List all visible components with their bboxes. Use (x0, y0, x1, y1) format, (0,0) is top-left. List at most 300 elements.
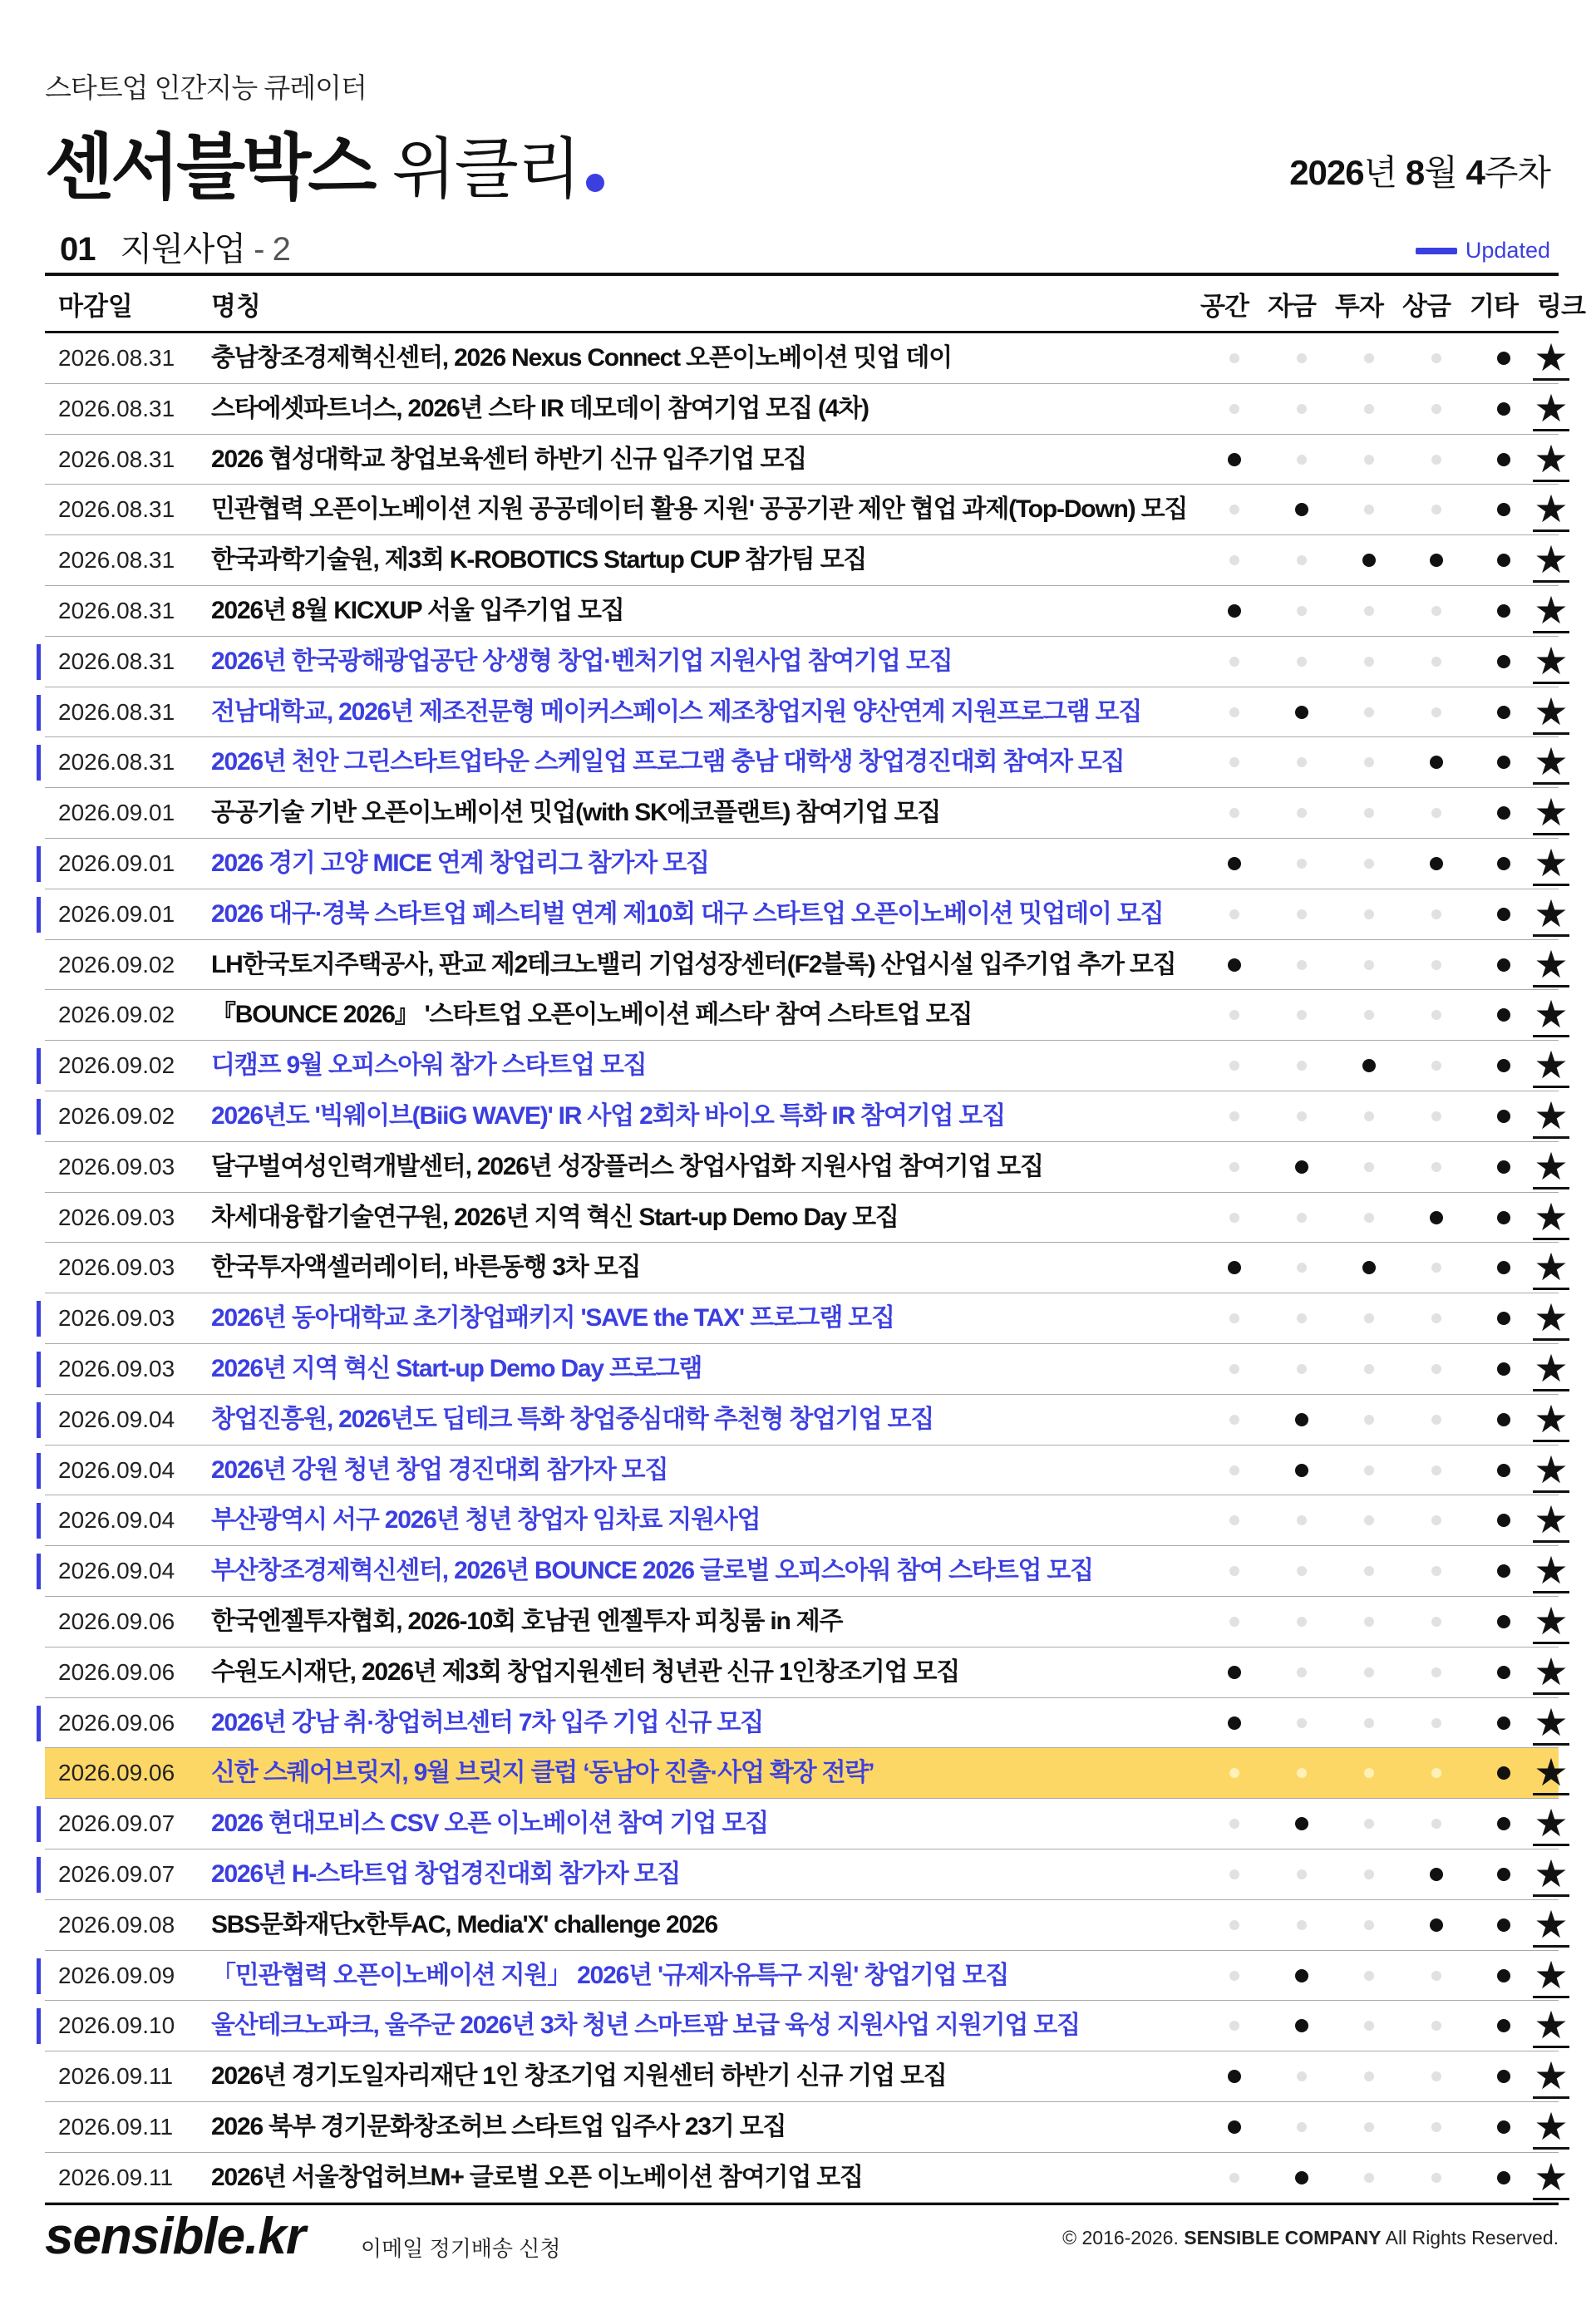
brand-sub-title: 위클리 (392, 132, 580, 206)
updated-marker (37, 846, 41, 882)
investment-indicator-dot (1364, 1162, 1374, 1172)
star-icon[interactable]: ★ (1534, 336, 1569, 379)
table-row[interactable] (45, 535, 1569, 586)
row-program-name[interactable]: 달구벌여성인력개발센터, 2026년 성장플러스 창업사업화 지원사업 참여기업 모집 (211, 1152, 1043, 1180)
funding-indicator-dot (1297, 859, 1307, 869)
prize-indicator-dot (1431, 1263, 1441, 1273)
table-row[interactable] (45, 637, 1569, 687)
star-icon[interactable]: ★ (1534, 1498, 1569, 1542)
funding-indicator-dot (1297, 1617, 1307, 1627)
row-program-name[interactable]: 충남창조경제혁신센터, 2026 Nexus Connect 오픈이노베이션 밋업 데이 (211, 344, 952, 372)
updated-marker (37, 1048, 41, 1084)
space-indicator-dot (1229, 1971, 1239, 1981)
row-deadline: 2026.09.10 (58, 2012, 175, 2039)
table-row[interactable] (45, 1446, 1569, 1496)
investment-indicator-dot (1364, 960, 1374, 970)
star-icon[interactable]: ★ (1534, 638, 1569, 682)
row-deadline: 2026.09.02 (58, 1002, 175, 1028)
row-program-name[interactable]: 공공기술 기반 오픈이노베이션 밋업(with SK에코플랜트) 참여기업 모집 (211, 799, 941, 827)
row-program-name[interactable]: 2026년 서울창업허브M+ 글로벌 오픈 이노베이션 참여기업 모집 (211, 2163, 863, 2191)
row-deadline: 2026.08.31 (58, 345, 175, 371)
table-row[interactable] (45, 687, 1569, 738)
funding-indicator-dot (1297, 657, 1307, 667)
updated-marker (37, 1706, 41, 1741)
table-row[interactable] (45, 737, 1569, 788)
etc-indicator-dot (1497, 1969, 1510, 1982)
updated-marker (37, 1806, 41, 1842)
row-program-name[interactable]: 디캠프 9월 오피스아워 참가 스타트업 모집 (211, 1052, 647, 1080)
copyright-prefix: © 2016-2026. (1062, 2227, 1185, 2248)
funding-indicator-dot (1297, 960, 1307, 970)
row-program-name[interactable]: 2026년 경기도일자리재단 1인 창조기업 지원센터 하반기 신규 기업 모집 (211, 2062, 947, 2091)
prize-indicator-dot (1431, 2173, 1441, 2183)
table-row[interactable] (45, 1799, 1569, 1849)
row-program-name[interactable]: 한국투자액셀러레이터, 바른동행 3차 모집 (211, 1253, 641, 1282)
space-indicator-dot (1229, 1111, 1239, 1121)
table-row[interactable] (45, 586, 1569, 637)
space-indicator-dot (1229, 757, 1239, 767)
etc-indicator-dot (1497, 1464, 1510, 1477)
row-deadline: 2026.08.31 (58, 547, 175, 574)
prize-indicator-dot (1431, 1667, 1441, 1677)
row-program-name[interactable]: 한국과학기술원, 제3회 K-ROBOTICS Startup CUP 참가팀 모집 (211, 546, 867, 574)
row-program-name[interactable]: 2026년 H-스타트업 창업경진대회 참가자 모집 (211, 1859, 681, 1888)
footer-logo[interactable]: sensible.kr (45, 2208, 305, 2265)
investment-indicator-dot (1364, 1465, 1374, 1475)
etc-indicator-dot (1497, 908, 1510, 921)
funding-indicator-dot (1295, 1817, 1308, 1830)
section-name: 지원사업 (120, 231, 246, 268)
investment-indicator-dot (1364, 1667, 1374, 1677)
etc-indicator-dot (1497, 706, 1510, 719)
etc-indicator-dot (1497, 1413, 1510, 1426)
row-program-name[interactable]: LH한국토지주택공사, 판교 제2테크노밸리 기업성장센터(F2블록) 산업시설 입주기업 추가 모집 (211, 950, 1176, 978)
table-row[interactable] (45, 1041, 1569, 1091)
table-row[interactable] (45, 1091, 1569, 1142)
star-icon[interactable]: ★ (1534, 689, 1569, 733)
row-deadline: 2026.08.31 (58, 496, 175, 523)
table-row[interactable] (45, 1698, 1569, 1749)
table-row[interactable] (45, 1243, 1569, 1293)
space-indicator-dot (1228, 604, 1241, 618)
prize-indicator-dot (1431, 505, 1441, 515)
etc-indicator-dot (1497, 1312, 1510, 1325)
row-deadline: 2026.09.04 (58, 1406, 175, 1432)
table-row[interactable] (45, 1142, 1569, 1193)
row-deadline: 2026.09.04 (58, 1456, 175, 1483)
row-program-name[interactable]: 한국엔젤투자협회, 2026-10회 호남권 엔젤투자 피칭룸 in 제주 (211, 1607, 843, 1635)
star-icon[interactable]: ★ (1534, 588, 1569, 632)
row-program-name[interactable]: SBS문화재단x한투AC, Media'X' challenge 2026 (211, 1910, 717, 1938)
space-indicator-dot (1228, 453, 1241, 466)
space-indicator-dot (1229, 1313, 1239, 1323)
investment-indicator-dot (1364, 1364, 1374, 1374)
investment-indicator-dot (1364, 2071, 1374, 2081)
row-deadline: 2026.09.03 (58, 1254, 175, 1281)
prize-indicator-dot (1430, 1918, 1443, 1932)
etc-indicator-dot (1497, 1160, 1510, 1174)
row-program-name[interactable]: 2026 현대모비스 CSV 오픈 이노베이션 참여 기업 모집 (211, 1810, 769, 1838)
row-program-name[interactable]: 『BOUNCE 2026』 '스타트업 오픈이노베이션 페스타' 참여 스타트업 모집 (211, 1001, 973, 1029)
row-program-name[interactable]: 2026년 한국광해광업공단 상생형 창업·벤처기업 지원사업 참여기업 모집 (211, 647, 953, 675)
prize-indicator-dot (1431, 404, 1441, 414)
table-row[interactable] (45, 1647, 1569, 1698)
row-program-name[interactable]: 울산테크노파크, 울주군 2026년 3차 청년 스마트팜 보급 육성 지원사업 지원기업 모집 (211, 2012, 1080, 2040)
investment-indicator-dot (1364, 353, 1374, 363)
prize-indicator-dot (1431, 1566, 1441, 1576)
funding-indicator-dot (1297, 1920, 1307, 1930)
investment-indicator-dot (1362, 1261, 1376, 1274)
row-program-name[interactable]: 민관협력 오픈이노베이션 지원 공공데이터 활용 지원' 공공기관 제안 협업 과제(Top-Down) 모집 (211, 495, 1188, 524)
investment-indicator-dot (1364, 1313, 1374, 1323)
star-icon[interactable]: ★ (1534, 1346, 1569, 1390)
table-body (45, 333, 1569, 2203)
prize-indicator-dot (1431, 909, 1441, 919)
investment-indicator-dot (1364, 1920, 1374, 1930)
investment-indicator-dot (1364, 1010, 1374, 1020)
subscribe-link[interactable]: 이메일 정기배송 신청 (361, 2236, 561, 2261)
space-indicator-dot (1229, 2021, 1239, 2031)
row-deadline: 2026.09.11 (58, 2164, 174, 2190)
etc-indicator-dot (1497, 1666, 1510, 1679)
row-deadline: 2026.09.11 (58, 2113, 174, 2140)
week-label (1289, 145, 1550, 195)
row-program-name[interactable]: 창업진흥원, 2026년도 딥테크 특화 창업중심대학 추천형 창업기업 모집 (211, 1405, 934, 1433)
investment-indicator-dot (1364, 1869, 1374, 1879)
funding-indicator-dot (1297, 1263, 1307, 1273)
prize-indicator-dot (1431, 657, 1441, 667)
etc-indicator-dot (1497, 402, 1510, 416)
star-icon[interactable]: ★ (1534, 2003, 1569, 2047)
prize-indicator-dot (1431, 1415, 1441, 1425)
updated-marker (37, 1453, 41, 1489)
row-deadline: 2026.08.31 (58, 395, 175, 421)
etc-indicator-dot (1497, 655, 1510, 668)
row-program-name[interactable]: 부산광역시 서구 2026년 청년 창업자 임차료 지원사업 (211, 1506, 761, 1534)
header-prize: 상금 (1402, 291, 1451, 321)
week-number: 4 (1465, 153, 1485, 192)
table-row[interactable] (45, 1546, 1569, 1597)
space-indicator-dot (1228, 1716, 1241, 1730)
row-program-name[interactable]: 2026년 천안 그린스타트업타운 스케일업 프로그램 충남 대학생 창업경진대회 참여자 모집 (211, 748, 1125, 776)
star-icon[interactable]: ★ (1534, 1801, 1569, 1845)
program-table (45, 273, 1585, 2203)
investment-indicator-dot (1364, 505, 1374, 515)
star-icon[interactable]: ★ (1534, 2104, 1569, 2148)
space-indicator-dot (1229, 707, 1239, 717)
funding-indicator-dot (1297, 2071, 1307, 2081)
table-row[interactable] (45, 990, 1569, 1041)
row-program-name[interactable]: 2026년 강원 청년 창업 경진대회 참가자 모집 (211, 1455, 668, 1484)
star-icon[interactable]: ★ (1534, 2054, 1569, 2098)
star-icon[interactable]: ★ (1534, 1700, 1569, 1744)
row-deadline: 2026.09.02 (58, 1102, 175, 1129)
row-deadline: 2026.08.31 (58, 648, 175, 674)
row-program-name[interactable]: 「민관협력 오픈이노베이션 지원」 2026년 '규제자유특구 지원' 창업기업 모집 (211, 1961, 1009, 1989)
updated-marker (37, 745, 41, 781)
table-row[interactable] (45, 333, 1569, 384)
row-deadline: 2026.08.31 (58, 597, 175, 623)
investment-indicator-dot (1364, 2122, 1374, 2132)
investment-indicator-dot (1364, 1971, 1374, 1981)
space-indicator-dot (1229, 1465, 1239, 1475)
star-icon[interactable]: ★ (1534, 538, 1569, 582)
investment-indicator-dot (1364, 404, 1374, 414)
prize-indicator-dot (1431, 1111, 1441, 1121)
star-icon[interactable]: ★ (1534, 1902, 1569, 1946)
investment-indicator-dot (1364, 1718, 1374, 1728)
prize-indicator-dot (1431, 1010, 1441, 1020)
prize-indicator-dot (1431, 1061, 1441, 1071)
investment-indicator-dot (1364, 909, 1374, 919)
table-row[interactable] (45, 788, 1569, 839)
etc-indicator-dot (1497, 2120, 1510, 2134)
table-row[interactable] (45, 1748, 1569, 1799)
star-icon[interactable]: ★ (1534, 840, 1569, 884)
table-row[interactable] (45, 1900, 1569, 1951)
space-indicator-dot (1229, 909, 1239, 919)
etc-indicator-dot (1497, 352, 1510, 365)
row-deadline: 2026.09.01 (58, 900, 175, 927)
updated-marker (37, 1503, 41, 1539)
etc-indicator-dot (1497, 1615, 1510, 1628)
section-number: 01 (60, 231, 96, 268)
etc-indicator-dot (1497, 1008, 1510, 1022)
space-indicator-dot (1228, 1666, 1241, 1679)
row-program-name[interactable]: 2026년 지역 혁신 Start-up Demo Day 프로그램 (211, 1354, 702, 1382)
etc-indicator-dot (1497, 1564, 1510, 1578)
space-indicator-dot (1229, 1213, 1239, 1223)
table-row[interactable] (45, 1597, 1569, 1647)
row-deadline: 2026.08.31 (58, 446, 175, 472)
space-indicator-dot (1229, 1061, 1239, 1071)
star-icon[interactable]: ★ (1534, 1043, 1569, 1087)
star-icon[interactable]: ★ (1534, 386, 1569, 430)
week-suffix: 주차 (1484, 153, 1550, 192)
investment-indicator-dot (1364, 1415, 1374, 1425)
funding-indicator-dot (1295, 2019, 1308, 2032)
header-name: 명칭 (211, 291, 261, 321)
etc-indicator-dot (1497, 554, 1510, 567)
funding-indicator-dot (1297, 1869, 1307, 1879)
star-icon[interactable]: ★ (1534, 1296, 1569, 1340)
star-icon[interactable]: ★ (1534, 436, 1569, 480)
header-investment: 투자 (1335, 291, 1383, 321)
table-row[interactable] (45, 839, 1569, 889)
investment-indicator-dot (1364, 707, 1374, 717)
row-deadline: 2026.09.03 (58, 1153, 175, 1180)
table-row[interactable] (45, 485, 1569, 535)
row-deadline: 2026.09.02 (58, 1052, 175, 1079)
etc-indicator-dot (1497, 1868, 1510, 1881)
header-funding: 자금 (1268, 291, 1316, 321)
table-row[interactable] (45, 1344, 1569, 1395)
row-program-name[interactable]: 2026 북부 경기문화창조허브 스타트업 입주사 23기 모집 (211, 2112, 786, 2140)
prize-indicator-dot (1431, 2021, 1441, 2031)
funding-indicator-dot (1297, 1667, 1307, 1677)
investment-indicator-dot (1364, 1617, 1374, 1627)
space-indicator-dot (1229, 1566, 1239, 1576)
row-program-name[interactable]: 2026년 동아대학교 초기창업패키지 'SAVE the TAX' 프로그램 모집 (211, 1304, 894, 1332)
table-row[interactable] (45, 384, 1569, 435)
star-icon[interactable]: ★ (1534, 1751, 1569, 1795)
star-icon[interactable]: ★ (1534, 1649, 1569, 1693)
header-link: 링크 (1537, 291, 1585, 321)
table-header (45, 273, 1585, 333)
row-program-name[interactable]: 부산창조경제혁신센터, 2026년 BOUNCE 2026 글로벌 오피스아워 참여 스타트업 모집 (211, 1557, 1093, 1585)
star-icon[interactable]: ★ (1534, 740, 1569, 784)
funding-indicator-dot (1295, 2171, 1308, 2184)
row-program-name[interactable]: 수원도시재단, 2026년 제3회 창업지원센터 청년관 신규 1인창조기업 모집 (211, 1657, 960, 1686)
funding-indicator-dot (1297, 353, 1307, 363)
funding-indicator-dot (1297, 1313, 1307, 1323)
investment-indicator-dot (1364, 2021, 1374, 2031)
header (45, 66, 367, 106)
table-row[interactable] (45, 1395, 1569, 1446)
star-icon[interactable]: ★ (1534, 992, 1569, 1037)
etc-indicator-dot (1497, 806, 1510, 820)
etc-indicator-dot (1497, 503, 1510, 516)
etc-indicator-dot (1497, 2019, 1510, 2032)
etc-indicator-dot (1497, 1766, 1510, 1780)
investment-indicator-dot (1364, 606, 1374, 616)
table-row[interactable] (45, 2153, 1569, 2204)
funding-indicator-dot (1297, 555, 1307, 565)
prize-indicator-dot (1431, 707, 1441, 717)
etc-indicator-dot (1497, 453, 1510, 466)
space-indicator-dot (1229, 1869, 1239, 1879)
investment-indicator-dot (1364, 1566, 1374, 1576)
star-icon[interactable]: ★ (1534, 1194, 1569, 1239)
table-row[interactable] (45, 1293, 1569, 1344)
funding-indicator-dot (1297, 1213, 1307, 1223)
row-deadline: 2026.09.04 (58, 1558, 175, 1584)
etc-indicator-dot (1497, 1817, 1510, 1830)
space-indicator-dot (1229, 505, 1239, 515)
row-program-name[interactable]: 차세대융합기술연구원, 2026년 지역 혁신 Start-up Demo Day 모집 (211, 1203, 899, 1231)
investment-indicator-dot (1364, 1515, 1374, 1525)
prize-indicator-dot (1430, 554, 1443, 567)
row-program-name[interactable]: 2026년 강남 취·창업허브센터 7차 입주 기업 신규 모집 (211, 1708, 763, 1736)
table-row[interactable] (45, 1951, 1569, 2002)
star-icon[interactable]: ★ (1534, 1953, 1569, 1997)
brand-title (45, 110, 604, 213)
investment-indicator-dot (1364, 1768, 1374, 1778)
table-row[interactable] (45, 435, 1569, 485)
star-icon[interactable]: ★ (1534, 942, 1569, 986)
row-program-name[interactable]: 2026년도 '빅웨이브(BiiG WAVE)' IR 사업 2회차 바이오 특화 IR 참여기업 모집 (211, 1101, 1005, 1130)
row-program-name[interactable]: 신한 스퀘어브릿지, 9월 브릿지 클럽 ‘동남아 진출·사업 확장 전략’ (211, 1759, 874, 1787)
updated-marker (37, 1554, 41, 1589)
prize-indicator-dot (1431, 960, 1441, 970)
funding-indicator-dot (1297, 757, 1307, 767)
star-icon[interactable]: ★ (1534, 1093, 1569, 1137)
star-icon[interactable]: ★ (1534, 790, 1569, 835)
space-indicator-dot (1229, 353, 1239, 363)
table-row[interactable] (45, 940, 1569, 991)
table-row[interactable] (45, 2051, 1569, 2102)
row-program-name[interactable]: 2026 대구·경북 스타트업 페스티벌 연계 제10회 대구 스타트업 오픈이노베이션 밋업데이 모집 (211, 899, 1164, 928)
funding-indicator-dot (1295, 1160, 1308, 1174)
star-icon[interactable]: ★ (1534, 487, 1569, 531)
funding-indicator-dot (1297, 606, 1307, 616)
row-deadline: 2026.08.31 (58, 749, 175, 776)
row-program-name[interactable]: 2026 협성대학교 창업보육센터 하반기 신규 입주기업 모집 (211, 445, 806, 473)
row-program-name[interactable]: 2026년 8월 KICXUP 서울 입주기업 모집 (211, 596, 624, 624)
funding-indicator-dot (1297, 2122, 1307, 2132)
table-row[interactable] (45, 1193, 1569, 1244)
star-icon[interactable]: ★ (1534, 1851, 1569, 1895)
etc-indicator-dot (1497, 2171, 1510, 2184)
star-icon[interactable]: ★ (1534, 891, 1569, 935)
star-icon[interactable]: ★ (1534, 1245, 1569, 1289)
row-program-name[interactable]: 스타에셋파트너스, 2026년 스타 IR 데모데이 참여기업 모집 (4차) (211, 394, 869, 422)
prize-indicator-dot (1430, 756, 1443, 769)
updated-marker (37, 897, 41, 933)
table-row[interactable] (45, 1849, 1569, 1900)
star-icon[interactable]: ★ (1534, 1447, 1569, 1491)
row-program-name[interactable]: 2026 경기 고양 MICE 연계 창업리그 참가자 모집 (211, 849, 709, 877)
updated-marker (37, 644, 41, 680)
prize-indicator-dot (1431, 455, 1441, 465)
prize-indicator-dot (1431, 1162, 1441, 1172)
etc-indicator-dot (1497, 1362, 1510, 1376)
funding-indicator-dot (1297, 1768, 1307, 1778)
investment-indicator-dot (1364, 808, 1374, 818)
star-icon[interactable]: ★ (1534, 1396, 1569, 1441)
table-row[interactable] (45, 2001, 1569, 2051)
space-indicator-dot (1229, 808, 1239, 818)
star-icon[interactable]: ★ (1534, 1598, 1569, 1643)
row-deadline: 2026.08.31 (58, 698, 175, 725)
space-indicator-dot (1229, 2173, 1239, 2183)
investment-indicator-dot (1364, 1819, 1374, 1829)
investment-indicator-dot (1364, 1111, 1374, 1121)
prize-indicator-dot (1431, 1819, 1441, 1829)
etc-indicator-dot (1497, 1716, 1510, 1730)
row-deadline: 2026.09.03 (58, 1204, 175, 1230)
row-deadline: 2026.09.01 (58, 850, 175, 876)
prize-indicator-dot (1431, 1515, 1441, 1525)
etc-indicator-dot (1497, 1110, 1510, 1123)
star-icon[interactable]: ★ (1534, 2155, 1569, 2199)
copyright-rights: All Rights Reserved. (1381, 2227, 1559, 2248)
table-row[interactable] (45, 1495, 1569, 1546)
space-indicator-dot (1228, 2120, 1241, 2134)
prize-indicator-dot (1431, 606, 1441, 616)
star-icon[interactable]: ★ (1534, 1549, 1569, 1593)
table-row[interactable] (45, 889, 1569, 940)
week-month-suffix: 월 (1424, 153, 1466, 192)
etc-indicator-dot (1497, 604, 1510, 618)
row-program-name[interactable]: 전남대학교, 2026년 제조전문형 메이커스페이스 제조창업지원 양산연계 지원프로그램 모집 (211, 697, 1142, 726)
etc-indicator-dot (1497, 2070, 1510, 2083)
week-year-suffix: 년 (1363, 153, 1406, 192)
prize-indicator-dot (1431, 1617, 1441, 1627)
investment-indicator-dot (1364, 2173, 1374, 2183)
updated-legend-swatch (1416, 248, 1457, 254)
updated-marker (37, 1099, 41, 1135)
space-indicator-dot (1229, 555, 1239, 565)
header-etc: 기타 (1470, 291, 1518, 321)
updated-marker (37, 1857, 41, 1893)
row-deadline: 2026.09.01 (58, 800, 175, 826)
funding-indicator-dot (1297, 1010, 1307, 1020)
prize-indicator-dot (1431, 1768, 1441, 1778)
table-row[interactable] (45, 2102, 1569, 2153)
funding-indicator-dot (1297, 1111, 1307, 1121)
star-icon[interactable]: ★ (1534, 1144, 1569, 1188)
